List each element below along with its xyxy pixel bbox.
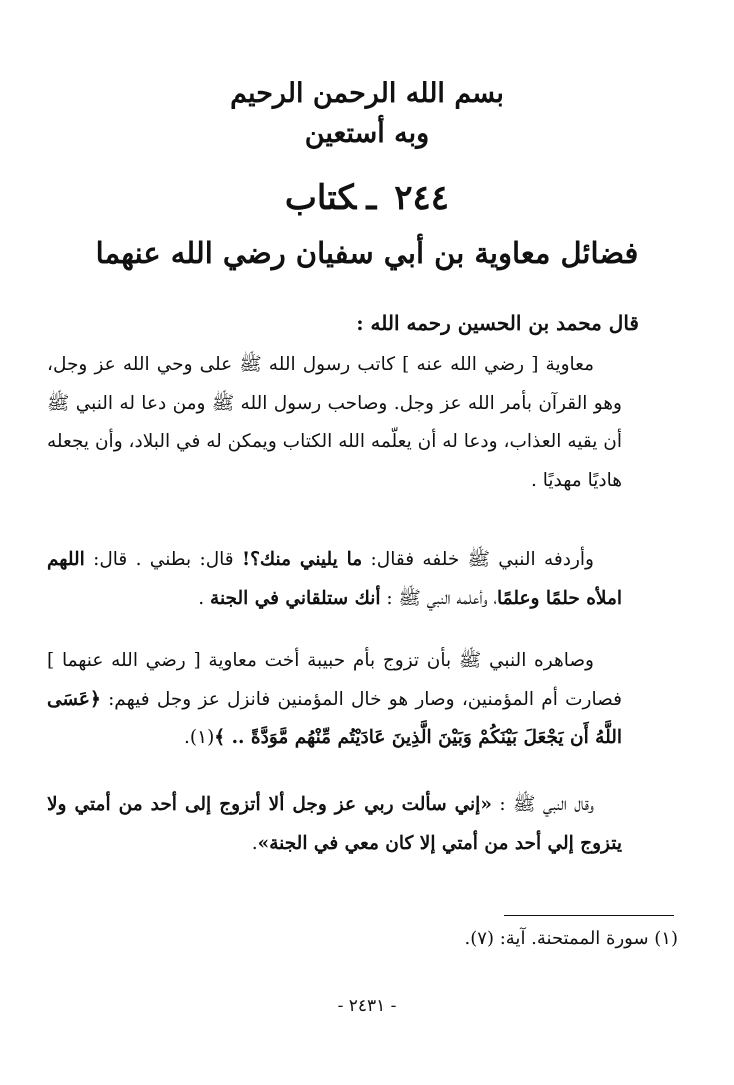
chapter-title: فضائل معاوية بن أبي سفيان رضي الله عنهما bbox=[95, 236, 639, 270]
paragraph-1-line-2: وهو القرآن بأمر الله عز وجل. وصاحب رسول الله ﷺ ومن دعا له النبي ﷺ أن bbox=[47, 392, 622, 452]
paragraph-3 bbox=[47, 642, 622, 758]
book-heading bbox=[0, 178, 734, 218]
paragraph-1-line-3: يقيه العذاب، ودعا له أن يعلّمه الله الكتاب ويمكن له في البلاد، وأن يجعله bbox=[47, 431, 598, 452]
paragraph-2-text-a: وأردفه النبي ﷺ خلفه فقال: bbox=[362, 549, 594, 570]
paragraph-2-quote-d: اللهم املأه حلمًا وعلمًا bbox=[47, 549, 622, 609]
book-number: ٢٤٤ bbox=[394, 178, 450, 218]
basmala-heading: بسم الله الرحمن الرحيم bbox=[230, 78, 504, 109]
paragraph-2-text-e: ، وأعلمه النبي ﷺ : bbox=[380, 587, 498, 609]
paragraph-2-text-c: قال: بطني . قال: bbox=[84, 549, 242, 570]
paragraph-1-line-1: معاوية [ رضي الله عنه ] كاتب رسول الله ﷺ على وحي الله عز وجل، bbox=[47, 354, 594, 375]
paragraph-4-text-c: . bbox=[251, 832, 258, 854]
page-number: - ٢٤٣١ - bbox=[337, 996, 397, 1016]
paragraph-3-text-a: وصاهره النبي ﷺ بأن تزوج بأم حبيبة أخت معاوية [ رضي الله عنهما ] فصارت أم المؤمنين، وصار هو خال المؤمنين فانزل عز وجل فيهم: bbox=[47, 650, 622, 710]
paragraph-4-text-a: وقال النبي ﷺ : bbox=[491, 794, 594, 815]
paragraph-1-line-4: هاديًا مهديًا . bbox=[531, 469, 622, 491]
footnote-divider bbox=[504, 915, 674, 916]
paragraph-2-quote-f: أنك ستلقاني في الجنة bbox=[210, 587, 381, 609]
paragraph-1 bbox=[47, 346, 622, 500]
paragraph-2-text-g: . bbox=[198, 587, 211, 609]
paragraph-3-footnote-ref: (١). bbox=[184, 727, 215, 748]
book-dash: ـ bbox=[366, 178, 377, 218]
paragraph-2 bbox=[47, 541, 622, 618]
paragraph-4-hadith: «إني سألت ربي عز وجل ألا أتزوج إلى أحد من أمتي ولا يتزوج إلي أحد من أمتي إلا كان معي في الجنة» bbox=[47, 794, 622, 854]
paragraph-4 bbox=[47, 786, 622, 863]
istain-heading: وبه أستعين bbox=[304, 118, 430, 149]
author-intro: قال محمد بن الحسين رحمه الله : bbox=[356, 311, 639, 335]
book-word: كتاب bbox=[284, 178, 357, 218]
footnote: (١) سورة الممتحنة. آية: (٧). bbox=[464, 928, 678, 949]
paragraph-2-quote-b: ما يليني منك؟! bbox=[241, 549, 363, 570]
paragraph-3-verse: ﴿عَسَى اللَّهُ أَن يَجْعَلَ بَيْنَكُمْ وَبَيْنَ الَّذِينَ عَادَيْتُم مِّنْهُم مَّوَدَّةً .. ﴾ bbox=[47, 688, 622, 748]
